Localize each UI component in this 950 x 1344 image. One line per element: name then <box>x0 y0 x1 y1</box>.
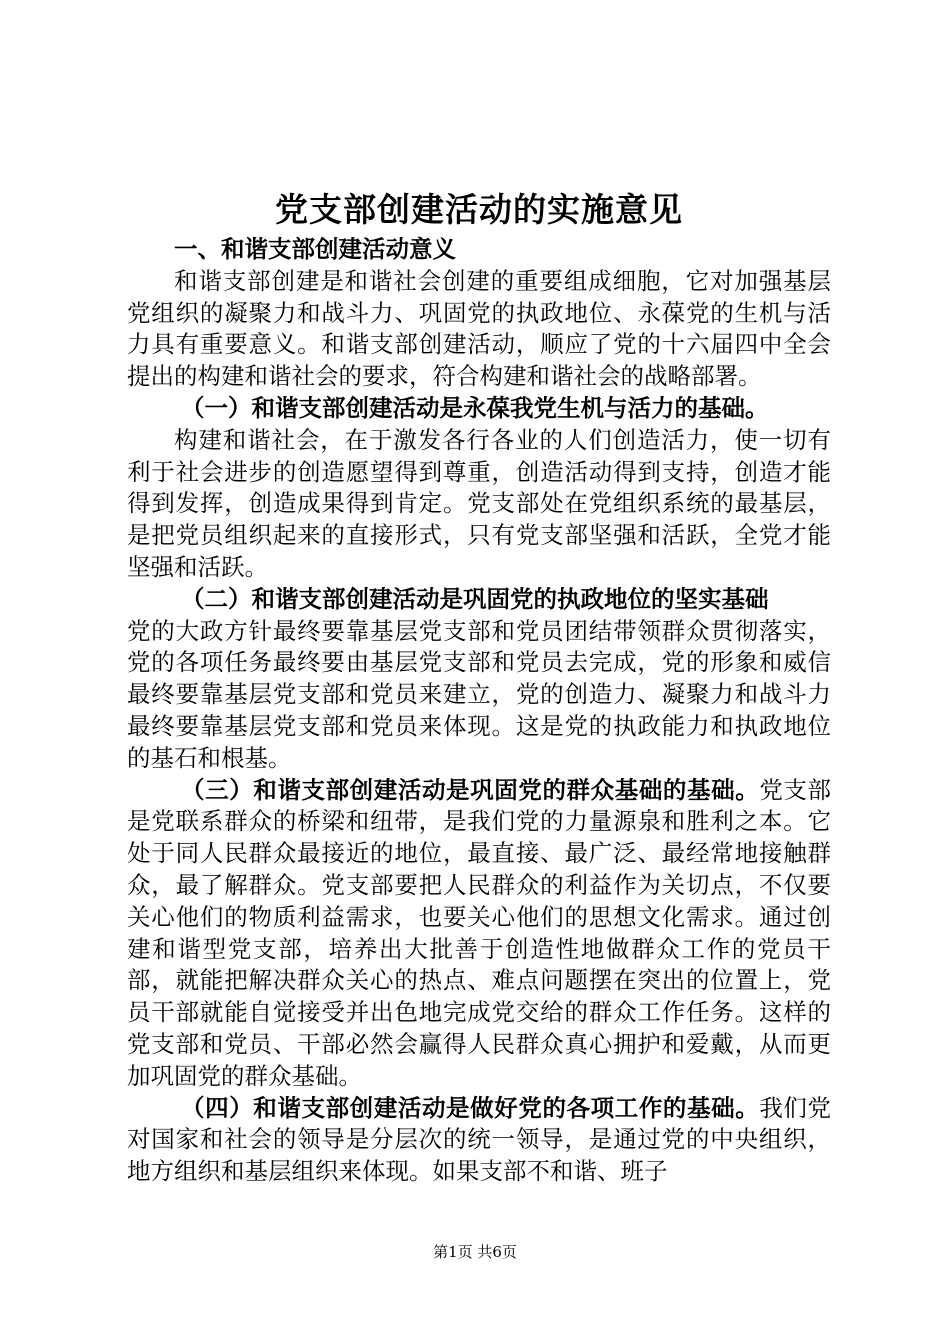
subsection-body-2: 党的大政方针最终要靠基层党支部和党员团结带领群众贯彻落实，党的各项任务最终要由基层党支部和党员去完成，党的形象和威信最终要靠基层党支部和党员来建立，党的创造力、凝聚力和战斗力最终要靠基层党支部和党员来体现。这是党的执政能力和执政地位的基石和根基。 <box>127 616 831 772</box>
subsection-paragraph-3 <box>127 775 831 1093</box>
page-number: 第1页 共6页 <box>433 1243 517 1261</box>
subsection-body-3: 党支部是党联系群众的桥梁和纽带，是我们党的力量源泉和胜利之本。它处于同人民群众最接近的地位，最直接、最广泛、最经常地接触群众，最了解群众。党支部要把人民群众的利益作为关切点，不仅要关心他们的物质利益需求，也要关心他们的思想文化需求。通过创建和谐型党支部，培养出大批善于创造性地做群众工作的党员干部，就能把解决群众关心的热点、难点问题摆在突出的位置上，党员干部就能自觉接受并出色地完成党交给的群众工作任务。这样的党支部和党员、干部必然会赢得人民群众真心拥护和爱戴，从而更加巩固党的群众基础。 <box>127 775 832 1090</box>
document-title: 党支部创建活动的实施意见 <box>275 190 683 229</box>
subsection-heading-3: （三）和谐支部创建活动是巩固党的群众基础的基础。 <box>181 775 760 804</box>
subsection-heading-1: （一）和谐支部创建活动是永葆我党生机与活力的基础。 <box>181 393 769 422</box>
subsection-body-1: 构建和谐社会，在于激发各行各业的人们创造活力，使一切有利于社会进步的创造愿望得到尊重，创造活动得到支持，创造才能得到发挥，创造成果得到肯定。党支部处在党组织系统的最基层，是把党员组织起来的直接形式，只有党支部坚强和活跃，全党才能坚强和活跃。 <box>127 425 831 581</box>
subsection-heading-2: （二）和谐支部创建活动是巩固党的执政地位的坚实基础 <box>181 584 769 613</box>
document-body <box>127 186 831 1188</box>
subsection-body-4: 我们党对国家和社会的领导是分层次的统一领导，是通过党的中央组织，地方组织和基层组织来体现。如果支部不和谐、班子 <box>127 1093 832 1186</box>
section-heading: 一、和谐支部创建活动意义 <box>174 235 456 263</box>
intro-paragraph: 和谐支部创建是和谐社会创建的重要组成细胞，它对加强基层党组织的凝聚力和战斗力、巩固党的执政地位、永葆党的生机与活力具有重要意义。和谐支部创建活动，顺应了党的十六届四中全会提出的构建和谐社会的要求，符合构建和谐社会的战略部署。 <box>127 266 831 391</box>
subsection-heading-4: （四）和谐支部创建活动是做好党的各项工作的基础。 <box>181 1093 760 1122</box>
subsection-paragraph-4 <box>127 1093 831 1188</box>
